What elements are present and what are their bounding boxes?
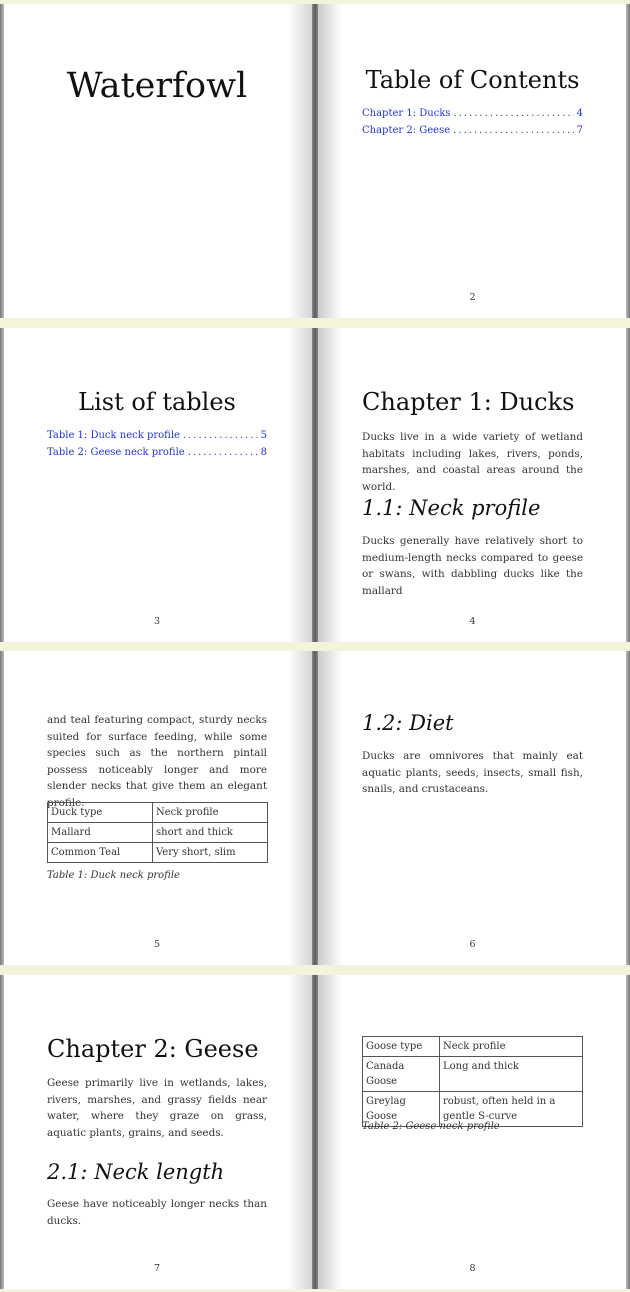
page-7	[0, 975, 314, 1289]
table-header-row	[363, 1037, 583, 1057]
table-row	[48, 843, 268, 863]
chapter-2-heading: Chapter 2: Geese	[47, 1035, 259, 1063]
chapter-1-intro: Ducks live in a wide variety of wetland habitats including lakes, rivers, ponds, marshes, and coastal areas around the world.	[362, 431, 583, 493]
table-row	[48, 823, 268, 843]
chapter-1-heading: Chapter 1: Ducks	[362, 388, 575, 416]
section-2-1-heading: 2.1: Neck length	[47, 1160, 225, 1184]
list-of-tables-title: List of tables	[78, 388, 236, 416]
table-cell: Greylag Goose	[363, 1092, 440, 1127]
goose-neck-table	[362, 1036, 583, 1127]
table-header-row	[48, 803, 268, 823]
table-header-cell: Neck profile	[153, 803, 268, 823]
page-1	[0, 4, 314, 318]
toc-entry-label: Chapter 2: Geese	[362, 125, 451, 136]
page-number: 4	[469, 616, 476, 627]
chapter-2-intro: Geese primarily live in wetlands, lakes, rivers, marshes, and grassy fields near water, where they graze on grass, aquatic plants, grains, and seeds.	[47, 1077, 267, 1139]
table-header-cell: Goose type	[363, 1037, 440, 1057]
lot-entry-label: Table 2: Geese neck profile	[47, 447, 185, 458]
book-title: Waterfowl	[66, 66, 248, 106]
spine-divider	[312, 651, 318, 965]
toc-entry-label: Chapter 1: Ducks	[362, 108, 451, 119]
table-header-cell: Duck type	[48, 803, 153, 823]
page-3	[0, 328, 314, 642]
page-number: 2	[469, 292, 476, 303]
lot-entry-page: 5	[260, 430, 267, 441]
table-cell: Long and thick	[440, 1057, 583, 1092]
table-cell: Mallard	[48, 823, 153, 843]
spine-divider	[312, 328, 318, 642]
table-2-caption: Table 2: Geese neck profile	[362, 1121, 500, 1132]
toc-entry-chapter-2[interactable]	[362, 125, 583, 136]
page-number: 3	[153, 616, 161, 627]
section-1-2-text: Ducks are omnivores that mainly eat aquatic plants, seeds, insects, small fish, snails, and crustaceans.	[362, 750, 583, 795]
lot-entry-table-1[interactable]	[47, 430, 267, 441]
spine-divider	[312, 975, 318, 1289]
toc-entry-page: 7	[576, 125, 583, 136]
section-1-2-heading: 1.2: Diet	[362, 711, 454, 735]
page-5	[0, 651, 314, 965]
section-1-1-text: Ducks generally have relatively short to medium-length necks compared to geese or swans, with dabbling ducks like the mallard	[362, 535, 583, 597]
lot-entry-label: Table 1: Duck neck profile	[47, 430, 180, 441]
page-4	[316, 328, 630, 642]
section-1-1-text-continued: and teal featuring compact, sturdy necks suited for surface feeding, while some species such as the northern pintail possess noticeably longer and more slender necks that give them an elegant profile.	[47, 714, 267, 809]
spine-divider	[312, 4, 318, 318]
lot-entry-page: 8	[260, 447, 267, 458]
table-cell: Canada Goose	[363, 1057, 440, 1092]
section-2-1-text: Geese have noticeably longer necks than ducks.	[47, 1198, 267, 1227]
table-cell: short and thick	[153, 823, 268, 843]
table-1-caption: Table 1: Duck neck profile	[47, 870, 180, 881]
page-2	[316, 4, 630, 318]
lot-entry-table-2[interactable]	[47, 447, 267, 458]
page-8	[316, 975, 630, 1289]
page-6	[316, 651, 630, 965]
page-number: 5	[153, 939, 161, 950]
table-cell: Very short, slim	[153, 843, 268, 863]
duck-neck-table	[47, 802, 268, 863]
toc-title: Table of Contents	[365, 66, 580, 94]
table-header-cell: Neck profile	[440, 1037, 583, 1057]
table-row	[363, 1057, 583, 1092]
toc-entry-page: 4	[576, 108, 583, 119]
page-number: 7	[153, 1263, 161, 1274]
section-1-1-heading: 1.1: Neck profile	[362, 496, 541, 520]
page-number: 6	[469, 939, 476, 950]
toc-entry-chapter-1[interactable]	[362, 108, 583, 119]
table-cell: Common Teal	[48, 843, 153, 863]
table-cell: robust, often held in a gentle S-curve	[440, 1092, 583, 1127]
page-number: 8	[469, 1263, 476, 1274]
